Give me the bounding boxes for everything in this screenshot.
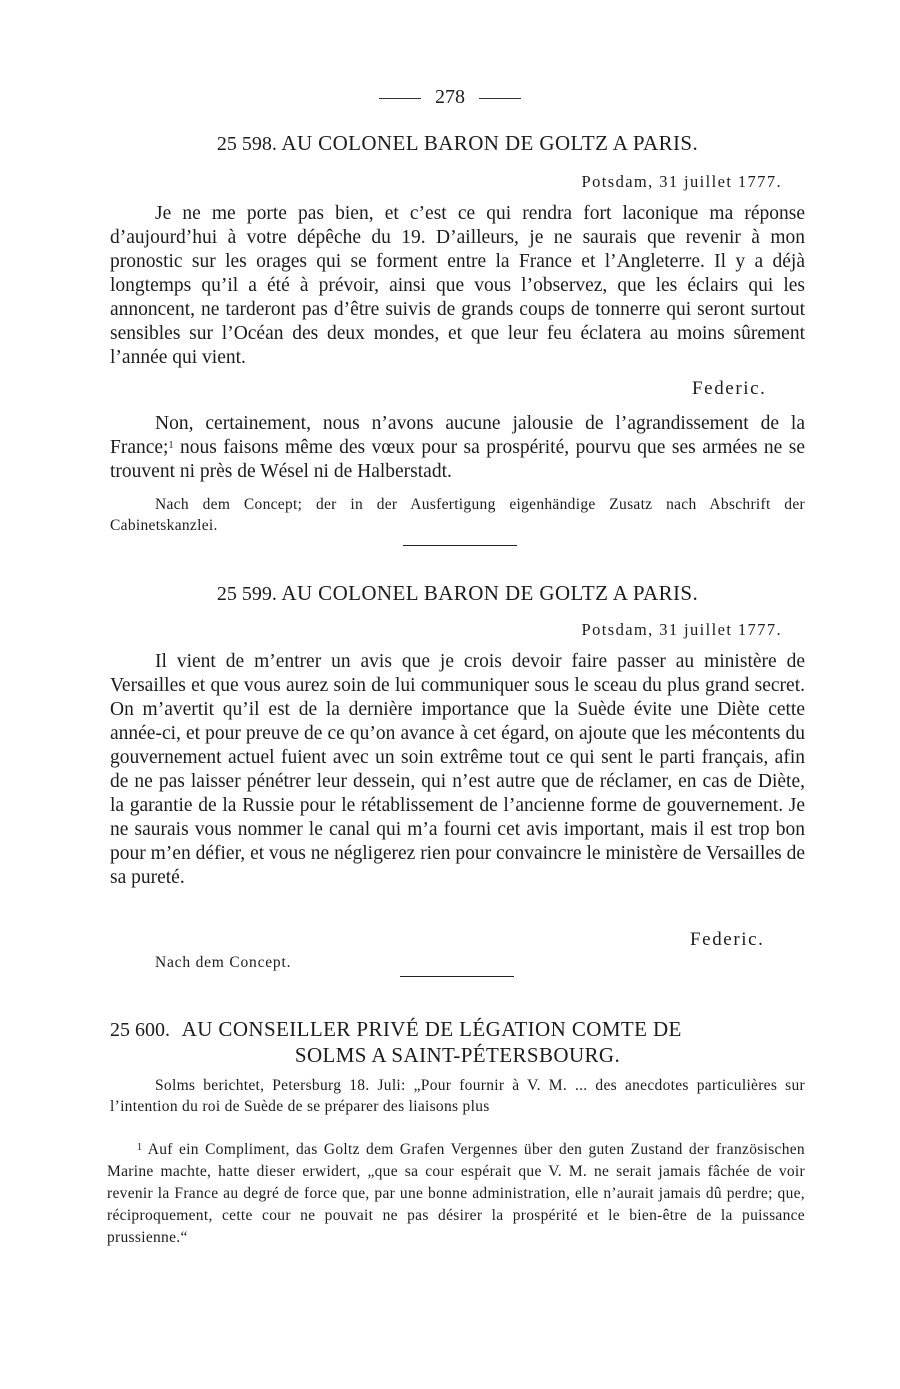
letter-title-line1: AU CONSEILLER PRIVÉ DE LÉGATION COMTE DE	[181, 1017, 682, 1041]
letter-title: AU COLONEL BARON DE GOLTZ A PARIS.	[281, 131, 699, 155]
postscript	[110, 412, 805, 484]
letter-heading-25599	[110, 580, 805, 608]
page-number-dash-left	[379, 98, 421, 99]
source-note: Nach dem Concept.	[155, 954, 292, 971]
letter-heading-25600	[110, 1016, 805, 1044]
letter-heading-25598	[110, 130, 805, 158]
page-number-line	[0, 86, 900, 109]
signature: Federic.	[692, 378, 767, 399]
letter-dateline: Potsdam, 31 juillet 1777.	[581, 172, 782, 191]
letter-body: Je ne me porte pas bien, et c’est ce qui rendra fort laconique ma réponse d’aujourd’hui à votre dépêche du 19. D’ailleurs, je ne saurais que revenir à mon pronostic sur les orages qui se forment entre la France et l’Angleterre. Il y a déjà longtemps qu’il a été à prévoir, ainsi que vous l’observez, que les éclairs qui les annoncent, ne tarderont pas d’être suivis de grands coups de tonnerre qui seront surtout sensibles sur l’Océan des deux mondes, et que leur feu éclatera au moins sûrement l’année qui vient.	[110, 203, 805, 368]
signature: Federic.	[690, 929, 765, 950]
footnote-marker: 1	[137, 1142, 143, 1153]
letter-title-line2: SOLMS A SAINT-PÉTERSBOURG.	[294, 1043, 621, 1067]
footnote	[107, 1139, 805, 1249]
footnote-text: Auf ein Compliment, das Goltz dem Grafen Vergennes über den guten Zustand der französischen Marine machte, hatte dieser erwidert, „que sa cour espérait que V. M. ne serait jamais fâchée de voir revenir la France au degré de force que, par une bonne administration, elle n’aurait jamais dû perdre; que, réciproquement, cette cour ne pouvait ne pas désirer la prospérité et le bien-être de la puissance prussienne.“	[107, 1141, 805, 1246]
letter-dateline: Potsdam, 31 juillet 1777.	[581, 620, 782, 639]
postscript-text-end: nous faisons même des vœux pour sa prospérité, pourvu que ses armées ne se trouvent ni près de Wésel ni de Halberstadt.	[110, 437, 805, 482]
letter-number: 25 598.	[216, 133, 277, 155]
letter-title: AU COLONEL BARON DE GOLTZ A PARIS.	[281, 581, 699, 605]
page-number-dash-right	[479, 98, 521, 99]
letter-number: 25 600.	[110, 1019, 170, 1041]
source-note: Nach dem Concept; der in der Ausfertigung eigenhändige Zusatz nach Abschrift der Cabinetskanzlei.	[110, 496, 805, 534]
section-divider	[400, 976, 514, 977]
postscript-text-start: Non, certainement, nous n’avons aucune jalousie de l’agrandissement de la France;	[110, 413, 805, 458]
letter-body: Il vient de m’entrer un avis que je crois devoir faire passer au ministère de Versailles et que vous aurez soin de lui communiquer sous le sceau du plus grand secret. On m’avertit qu’il est de la dernière importance que la Suède évite une Diète cette année-ci, et pour preuve de ce qu’on avance à cet égard, on ajoute que les mécontents du gouvernement actuel fuient avec un soin extrême tout ce qui sent le parti français, afin de ne pas laisser pénétrer leur dessein, qui n’est autre que de réclamer, en cas de Diète, la garantie de la Russie pour le rétablissement de l’ancienne forme de gouvernement. Je ne saurais vous nommer le canal qui m’a fourni cet avis important, mais il est trop bon pour m’en défier, et vous ne négligerez rien pour convaincre le ministère de Versailles de sa pureté.	[110, 651, 805, 888]
footnote-reference: 1	[168, 440, 174, 451]
letter-number: 25 599.	[216, 583, 277, 605]
page-number: 278	[435, 86, 465, 108]
section-divider	[403, 545, 517, 546]
letter-summary: Solms berichtet, Petersburg 18. Juli: „Pour fournir à V. M. ... des anecdotes particulières sur l’intention du roi de Suède de se préparer des liaisons plus	[110, 1077, 805, 1115]
